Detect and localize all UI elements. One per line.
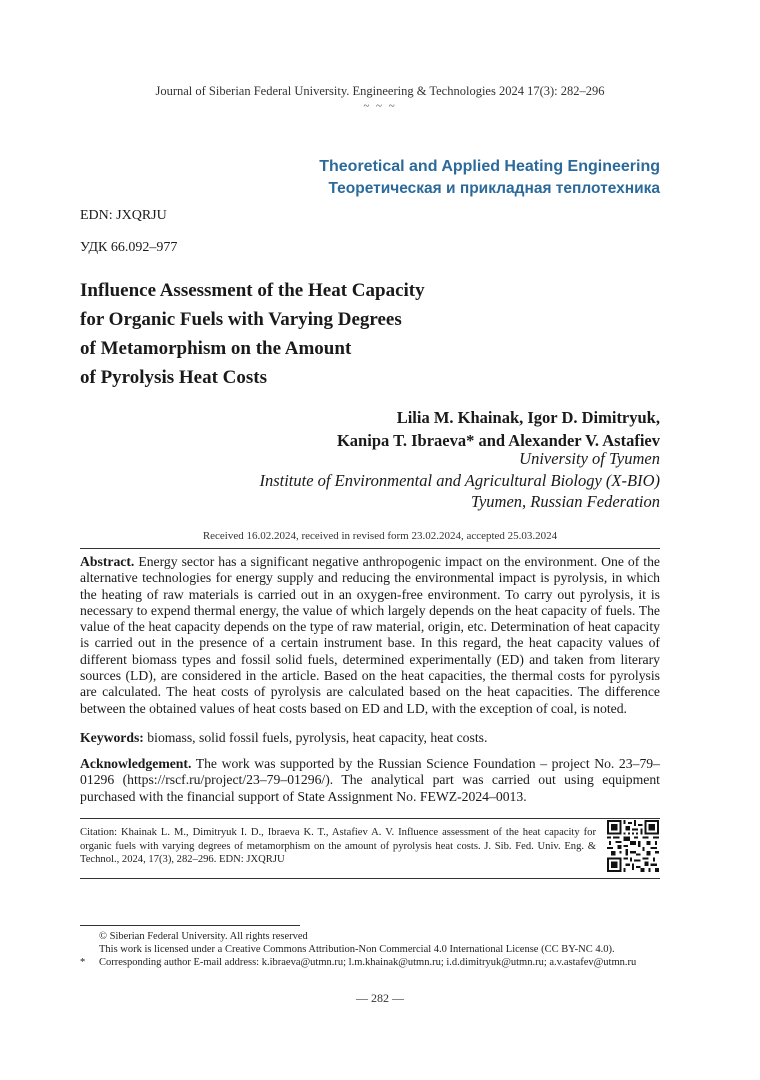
footnote-license: This work is licensed under a Creative Commons Attribution-Non Commercial 4.0 International License (CC BY-NC 4.0). [99, 944, 615, 955]
acknowledgement [80, 756, 660, 805]
affiliation [259, 448, 660, 513]
abstract-label: Abstract. [80, 554, 135, 569]
affiliation-university: University of Tyumen [519, 449, 660, 468]
page-number: — 282 — [356, 991, 404, 1005]
acknowledgement-label: Acknowledgement. [80, 756, 192, 771]
footnote-star-marker: * [80, 957, 86, 968]
acknowledgement-text: The work was supported by the Russian Science Foundation – project No. 23–79–01296 (https://rscf.ru/project/23–79–01296/). The analytical part was carried out using equipment purchased with the financial support of State Assignment No. FEWZ-2024–0013. [80, 756, 660, 804]
title-line: of Pyrolysis Heat Costs [80, 367, 267, 388]
divider-top [80, 548, 660, 549]
udk-code: УДК 66.092–977 [80, 240, 178, 255]
affiliation-location: Tyumen, Russian Federation [471, 492, 660, 511]
paper-title [80, 276, 500, 392]
abstract [80, 554, 660, 717]
affiliation-institute: Institute of Environmental and Agricultural Biology (X-BIO) [259, 470, 660, 490]
abstract-text: Energy sector has a significant negative anthropogenic impact on the environment. One of the alternative technologies for energy supply and reducing the environmental impact is pyrolysis, in which the heating of raw materials is carried out in an oxygen-free environment. To carry out pyrolysis, it is necessary to expend thermal energy, the value of which largely depends on the heat capacity of fuels. The value of the heat capacity depends on the type of raw material, origin, etc. Determination of heat capacity is carried out in the presence of a certain instrument base. In this regard, the heat capacity values of different biomass types and fossil solid fuels, determined experimentally (ED) and taken from literary sources (LD), are considered in the article. Based on the heat capacities, the thermal costs for pyrolysis are calculated. The heat costs of pyrolysis are calculated based on the heat capacities. The difference between the obtained values of heat costs based on ED and LD, with the exception of coal, is noted. [80, 554, 660, 716]
section-title-ru: Теоретическая и прикладная теплотехника [328, 180, 660, 197]
title-line: of Metamorphism on the Amount [80, 338, 352, 359]
header-ornament: ~ ~ ~ [363, 100, 397, 112]
authors-line-1: Lilia M. Khainak, Igor D. Dimitryuk, [396, 408, 660, 427]
received-dates: Received 16.02.2024, received in revised form 23.02.2024, accepted 25.03.2024 [202, 530, 558, 542]
citation: Citation: Khainak L. M., Dimitryuk I. D., Ibraeva K. T., Astafiev A. V. Influence assessment of the heat capacity for organic fuels with varying degrees of metamorphism on the amount of pyrolysis heat costs. J. Sib. Fed. Univ. Eng. & Technol., 2024, 17(3), 282–296. EDN: JXQRJU [80, 827, 596, 865]
keywords [80, 730, 660, 746]
authors [337, 406, 660, 452]
divider-citation [80, 818, 660, 819]
divider-bottom [80, 878, 660, 879]
keywords-label: Keywords: [80, 730, 144, 745]
section-title-en: Theoretical and Applied Heating Engineering [319, 158, 660, 175]
edn-code: EDN: JXQRJU [80, 208, 167, 223]
footnote-rule [80, 925, 300, 926]
title-line: for Organic Fuels with Varying Degrees [80, 309, 402, 330]
title-line: Influence Assessment of the Heat Capacity [80, 280, 425, 301]
authors-line-2: Kanipa T. Ibraeva* and Alexander V. Astafiev [336, 431, 660, 450]
footnote-copyright: © Siberian Federal University. All rights reserved [99, 931, 308, 942]
journal-header: Journal of Siberian Federal University. Engineering & Technologies 2024 17(3): 282–296 [155, 84, 605, 98]
qr-code-icon [607, 820, 659, 872]
footnote-corresponding: Corresponding author E-mail address: k.ibraeva@utmn.ru; l.m.khainak@utmn.ru; i.d.dimitryuk@utmn.ru; a.v.astafev@utmn.ru [99, 957, 637, 968]
keywords-text: biomass, solid fossil fuels, pyrolysis, heat capacity, heat costs. [143, 730, 488, 745]
